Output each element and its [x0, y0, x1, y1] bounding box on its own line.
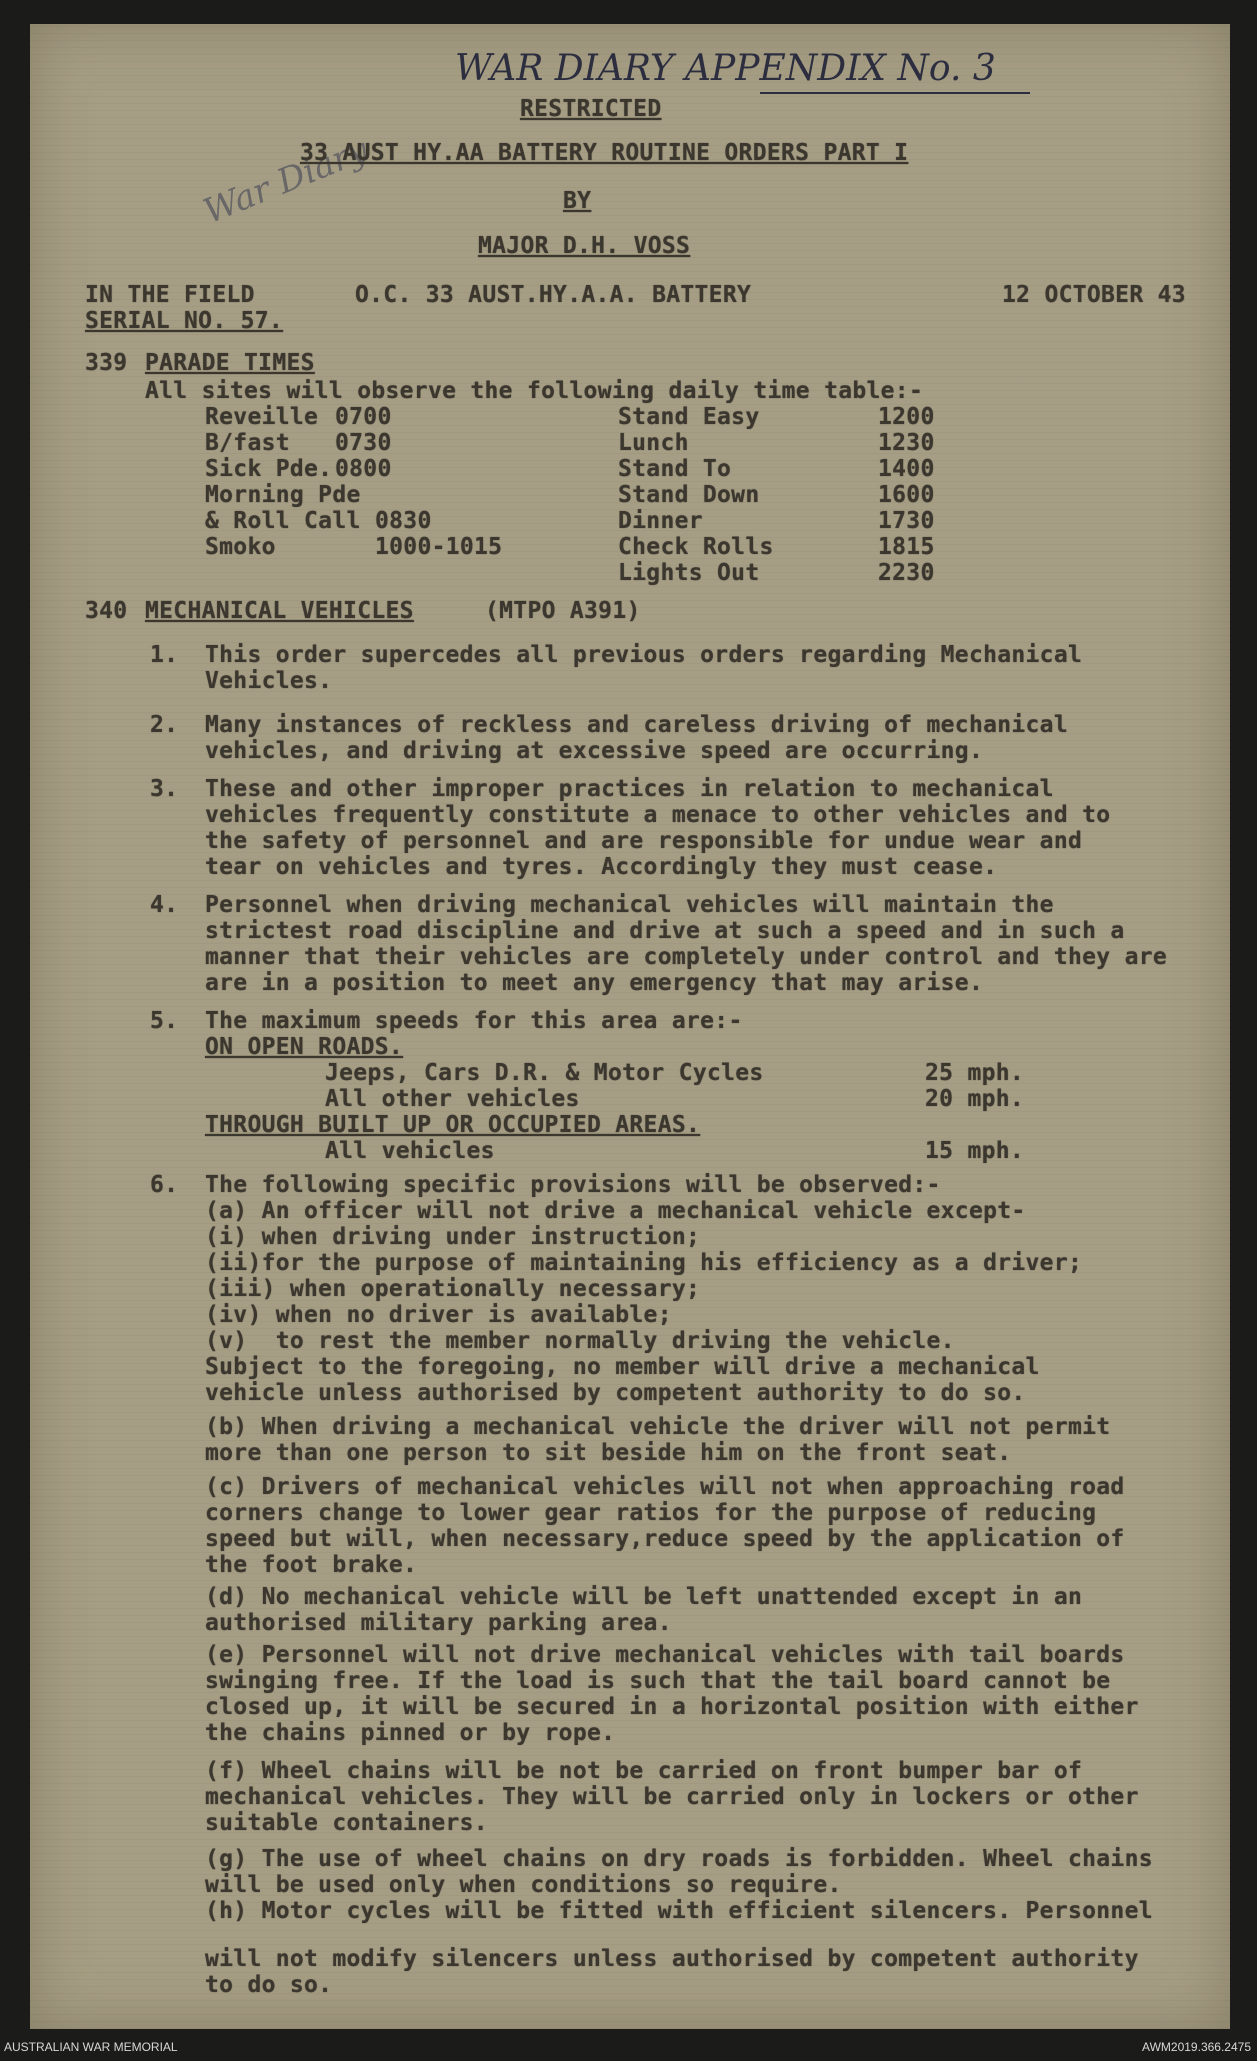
- timetable-left-label: Morning Pde: [205, 482, 361, 508]
- commander-name: MAJOR D.H. VOSS: [478, 233, 691, 259]
- timetable-left-label: & Roll Call: [205, 508, 361, 534]
- timetable-left-label: Sick Pde.: [205, 456, 333, 482]
- speed-limit: 25 mph.: [925, 1060, 1025, 1086]
- provision-line: (i) when driving under instruction;: [205, 1224, 701, 1250]
- speed-limit: 20 mph.: [925, 1086, 1025, 1112]
- timetable-left-time: 0700: [335, 404, 392, 430]
- provision-line: closed up, it will be secured in a horizontal position with either: [205, 1694, 1139, 1720]
- order-340-title: MECHANICAL VEHICLES: [145, 598, 414, 624]
- provision-line: speed but will, when necessary,reduce speed by the application of: [205, 1526, 1125, 1552]
- serial-number: SERIAL NO. 57.: [85, 308, 284, 334]
- timetable-right-time: 1730: [878, 508, 935, 534]
- pencil-note: War Diary: [198, 130, 374, 233]
- location: IN THE FIELD: [85, 282, 255, 308]
- paragraph-line: vehicles, and driving at excessive speed are occurring.: [205, 738, 984, 764]
- timetable-right-label: Dinner: [618, 508, 703, 534]
- timetable-right-label: Lights Out: [618, 560, 760, 586]
- paragraph-line: This order supercedes all previous orders regarding Mechanical: [205, 642, 1083, 668]
- paragraph-line: Personnel when driving mechanical vehicles will maintain the: [205, 892, 1054, 918]
- provision-line: suitable containers.: [205, 1810, 488, 1836]
- provision-line: (b) When driving a mechanical vehicle the driver will not permit: [205, 1414, 1111, 1440]
- handwritten-appendix-title: WAR DIARY APPENDIX No. 3: [455, 48, 996, 89]
- provision-line: (d) No mechanical vehicle will be left unattended except in an: [205, 1584, 1083, 1610]
- paragraph-line: are in a position to meet any emergency that may arise.: [205, 970, 984, 996]
- provision-line: authorised military parking area.: [205, 1610, 672, 1636]
- footer-institution: AUSTRALIAN WAR MEMORIAL: [4, 2040, 178, 2054]
- timetable-right-time: 1200: [878, 404, 935, 430]
- provision-line: the foot brake.: [205, 1552, 418, 1578]
- paragraph-number: 1.: [150, 642, 179, 668]
- speed-heading-open-roads: ON OPEN ROADS.: [205, 1034, 404, 1060]
- provision-line: (h) Motor cycles will be fitted with efficient silencers. Personnel: [205, 1898, 1153, 1924]
- paragraph-number: 2.: [150, 712, 179, 738]
- speed-heading-built-up: THROUGH BUILT UP OR OCCUPIED AREAS.: [205, 1112, 701, 1138]
- orders-title: 33 AUST HY.AA BATTERY ROUTINE ORDERS PART I: [300, 140, 909, 166]
- timetable-left-label: Reveille: [205, 404, 319, 430]
- order-date: 12 OCTOBER 43: [1002, 282, 1186, 308]
- paragraph-line: Many instances of reckless and careless driving of mechanical: [205, 712, 1068, 738]
- timetable-right-label: Lunch: [618, 430, 689, 456]
- paragraph-number: 3.: [150, 776, 179, 802]
- handwritten-underline: [760, 92, 1030, 94]
- timetable-right-label: Stand Easy: [618, 404, 760, 430]
- paragraph-number: 5.: [150, 1008, 179, 1034]
- provision-line: (a) An officer will not drive a mechanical vehicle except-: [205, 1198, 1026, 1224]
- paragraph-line: strictest road discipline and drive at such a speed and in such a: [205, 918, 1125, 944]
- provision-line: (iv) when no driver is available;: [205, 1302, 672, 1328]
- paragraph-number: 4.: [150, 892, 179, 918]
- provision-line: (iii) when operationally necessary;: [205, 1276, 701, 1302]
- provision-line: will be used only when conditions so require.: [205, 1872, 842, 1898]
- timetable-left-time: 0800: [335, 456, 392, 482]
- order-340-reference: (MTPO A391): [485, 598, 641, 624]
- provision-line: (f) Wheel chains will be not be carried on front bumper bar of: [205, 1758, 1083, 1784]
- timetable-right-label: Check Rolls: [618, 534, 774, 560]
- provision-line: to do so.: [205, 1972, 333, 1998]
- order-number-339: 339: [85, 350, 128, 376]
- paragraph-line: tear on vehicles and tyres. Accordingly they must cease.: [205, 854, 998, 880]
- provision-line: Subject to the foregoing, no member will drive a mechanical: [205, 1354, 1040, 1380]
- speed-vehicle: All vehicles: [325, 1138, 495, 1164]
- provision-line: (e) Personnel will not drive mechanical vehicles with tail boards: [205, 1642, 1125, 1668]
- order-number-340: 340: [85, 598, 128, 624]
- order-339-intro: All sites will observe the following daily time table:-: [145, 378, 924, 404]
- timetable-left-time: 0830: [375, 508, 432, 534]
- timetable-right-time: 1600: [878, 482, 935, 508]
- timetable-right-time: 1815: [878, 534, 935, 560]
- provision-line: (g) The use of wheel chains on dry roads is forbidden. Wheel chains: [205, 1846, 1153, 1872]
- provision-line: (v) to rest the member normally driving the vehicle.: [205, 1328, 955, 1354]
- paragraph-line: The maximum speeds for this area are:-: [205, 1008, 743, 1034]
- provision-line: the chains pinned or by rope.: [205, 1720, 616, 1746]
- timetable-right-label: Stand To: [618, 456, 732, 482]
- speed-vehicle: Jeeps, Cars D.R. & Motor Cycles: [325, 1060, 764, 1086]
- paragraph-line: The following specific provisions will be observed:-: [205, 1172, 941, 1198]
- timetable-right-time: 1230: [878, 430, 935, 456]
- provision-line: vehicle unless authorised by competent authority to do so.: [205, 1380, 1026, 1406]
- provision-line: will not modify silencers unless authorised by competent authority: [205, 1946, 1139, 1972]
- paragraph-line: Vehicles.: [205, 668, 333, 694]
- timetable-left-time: 0730: [335, 430, 392, 456]
- timetable-right-time: 1400: [878, 456, 935, 482]
- order-339-title: PARADE TIMES: [145, 350, 315, 376]
- paragraph-number: 6.: [150, 1172, 179, 1198]
- timetable-left-time: 1000-1015: [375, 534, 503, 560]
- provision-line: (c) Drivers of mechanical vehicles will not when approaching road: [205, 1474, 1125, 1500]
- unit-name: O.C. 33 AUST.HY.A.A. BATTERY: [355, 282, 752, 308]
- classification: RESTRICTED: [520, 96, 662, 122]
- speed-vehicle: All other vehicles: [325, 1086, 580, 1112]
- provision-line: swinging free. If the load is such that the tail board cannot be: [205, 1668, 1111, 1694]
- paragraph-line: vehicles frequently constitute a menace to other vehicles and to: [205, 802, 1111, 828]
- timetable-right-label: Stand Down: [618, 482, 760, 508]
- provision-line: (ii)for the purpose of maintaining his efficiency as a driver;: [205, 1250, 1083, 1276]
- orders-by: BY: [563, 188, 592, 214]
- timetable-left-label: Smoko: [205, 534, 276, 560]
- provision-line: more than one person to sit beside him on the front seat.: [205, 1440, 1012, 1466]
- timetable-right-time: 2230: [878, 560, 935, 586]
- provision-line: mechanical vehicles. They will be carried only in lockers or other: [205, 1784, 1139, 1810]
- footer-accession-number: AWM2019.366.2475: [1142, 2040, 1251, 2054]
- timetable-left-label: B/fast: [205, 430, 290, 456]
- paragraph-line: the safety of personnel and are responsible for undue wear and: [205, 828, 1083, 854]
- paragraph-line: manner that their vehicles are completely under control and they are: [205, 944, 1168, 970]
- paragraph-line: These and other improper practices in relation to mechanical: [205, 776, 1054, 802]
- provision-line: corners change to lower gear ratios for the purpose of reducing: [205, 1500, 1097, 1526]
- speed-limit: 15 mph.: [925, 1138, 1025, 1164]
